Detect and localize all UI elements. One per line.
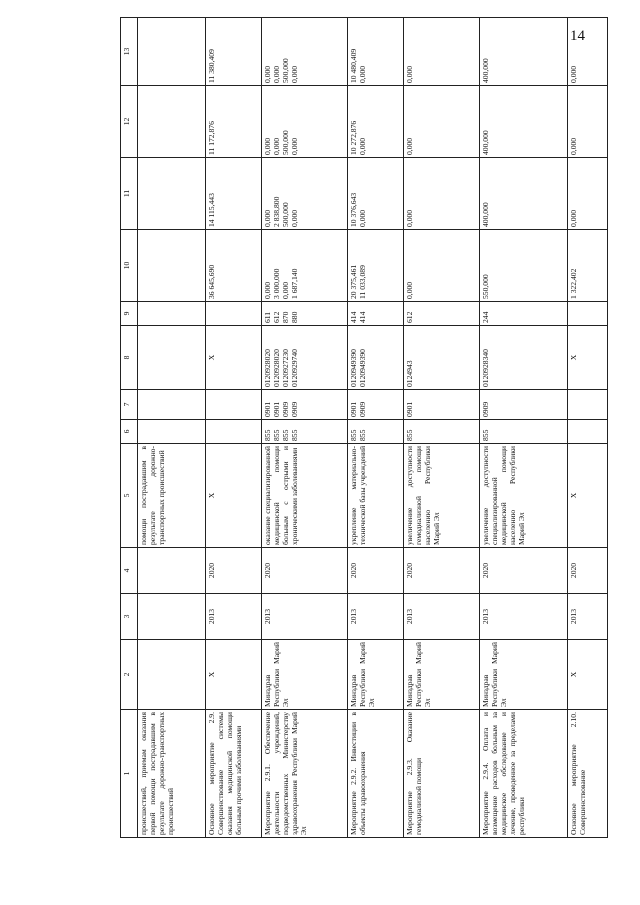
amount-cell: 0,000 [568, 86, 608, 158]
amount-cell: 400,000 [480, 86, 568, 158]
start-year-cell: 2013 [568, 594, 608, 640]
rzpr-cell: 0909 [480, 390, 568, 420]
activity-name-cell: Мероприятие 2.9.2. Инвестиции в объекты здравоохранения [348, 710, 404, 838]
start-year-cell: 2013 [206, 594, 262, 640]
grbs-cell [138, 420, 206, 444]
amount-cell: 0,000 [404, 158, 480, 230]
amount-cell: 11 172,876 [206, 86, 262, 158]
end-year-cell: 2020 [262, 548, 348, 594]
end-year-cell [138, 548, 206, 594]
amount-cell: 0,000 0,000 500,000 0,000 [262, 86, 348, 158]
executor-cell: X [206, 640, 262, 710]
csr-cell: 0120949390 0120949390 [348, 326, 404, 390]
activity-name-cell: происшествий, приемам оказания первой помощи пострадавшим в результате дорожно-транспортных происшествий [138, 710, 206, 838]
rotated-table-container [120, 18, 630, 838]
amount-cell: 20 375,461 11 033,089 [348, 230, 404, 302]
vr-cell: 611 612 870 880 [262, 302, 348, 326]
table-row [138, 18, 206, 838]
csr-cell: 0120928020 0120928020 0120927230 0120929740 [262, 326, 348, 390]
col-header: 11 [121, 158, 138, 230]
vr-cell [206, 302, 262, 326]
csr-cell: X [206, 326, 262, 390]
grbs-cell: 855 [404, 420, 480, 444]
vr-cell: 414 414 [348, 302, 404, 326]
col-header: 2 [121, 640, 138, 710]
amount-cell: 10 376,643 0,000 [348, 158, 404, 230]
executor-cell: Минздрав Республики Марий Эл [262, 640, 348, 710]
activity-name-cell: Мероприятие 2.9.3. Оказание гемодиализной помощи [404, 710, 480, 838]
amount-cell: 36 645,690 [206, 230, 262, 302]
executor-cell: Минздрав Республики Марий Эл [404, 640, 480, 710]
col-header: 8 [121, 326, 138, 390]
amount-cell: 0,000 0,000 500,000 0,000 [262, 18, 348, 86]
executor-cell: X [568, 640, 608, 710]
activity-name-cell: Основное мероприятие 2.9. Совершенствование системы оказания медицинской помощи больным прочими заболеваниями [206, 710, 262, 838]
grbs-cell [568, 420, 608, 444]
col-header: 4 [121, 548, 138, 594]
amount-cell: 400,000 [480, 158, 568, 230]
start-year-cell: 2013 [348, 594, 404, 640]
rzpr-cell: 0901 0901 0909 0909 [262, 390, 348, 420]
col-header: 10 [121, 230, 138, 302]
start-year-cell: 2013 [404, 594, 480, 640]
result-cell: увеличение доступности специализированной медицинской помощи населению Республики Марий Эл [480, 444, 568, 548]
result-cell: X [568, 444, 608, 548]
grbs-cell: 855 [480, 420, 568, 444]
executor-cell: Минздрав Республики Марий Эл [348, 640, 404, 710]
amount-cell: 0,000 [568, 158, 608, 230]
col-header: 12 [121, 86, 138, 158]
grbs-cell: 855 855 [348, 420, 404, 444]
amount-cell [138, 18, 206, 86]
col-header: 13 [121, 18, 138, 86]
result-cell: оказание специализированной медицинской помощи больным с острыми и хроническими заболеваниями [262, 444, 348, 548]
rzpr-cell: 0901 0909 [348, 390, 404, 420]
amount-cell: 10 272,876 0,000 [348, 86, 404, 158]
end-year-cell: 2020 [568, 548, 608, 594]
activity-name-cell: Основное мероприятие 2.10. Совершенствование [568, 710, 608, 838]
rzpr-cell [568, 390, 608, 420]
start-year-cell: 2013 [262, 594, 348, 640]
vr-cell: 244 [480, 302, 568, 326]
grbs-cell [206, 420, 262, 444]
table-row [568, 18, 608, 838]
col-header: 6 [121, 420, 138, 444]
amount-cell: 400,000 [480, 18, 568, 86]
vr-cell: 612 [404, 302, 480, 326]
result-cell: увеличение доступности гемодиализной помощи населению Республики Марий Эл [404, 444, 480, 548]
amount-cell: 0,000 [404, 86, 480, 158]
end-year-cell: 2020 [206, 548, 262, 594]
rzpr-cell: 0901 [404, 390, 480, 420]
vr-cell [568, 302, 608, 326]
executor-cell [138, 640, 206, 710]
result-cell: X [206, 444, 262, 548]
start-year-cell [138, 594, 206, 640]
amount-cell: 10 480,409 0,000 [348, 18, 404, 86]
col-header: 9 [121, 302, 138, 326]
grbs-cell: 855 855 855 855 [262, 420, 348, 444]
amount-cell: 550,000 [480, 230, 568, 302]
amount-cell: 11 380,409 [206, 18, 262, 86]
end-year-cell: 2020 [480, 548, 568, 594]
csr-cell [138, 326, 206, 390]
amount-cell [138, 86, 206, 158]
amount-cell: 0,000 3 000,000 0,000 1 687,140 [262, 230, 348, 302]
vr-cell [138, 302, 206, 326]
table-row [348, 18, 404, 838]
table-row [262, 18, 348, 838]
amount-cell: 0,000 [404, 18, 480, 86]
rzpr-cell [206, 390, 262, 420]
col-header: 7 [121, 390, 138, 420]
csr-cell: X [568, 326, 608, 390]
executor-cell: Минздрав Республики Марий Эл [480, 640, 568, 710]
amount-cell: 0,000 2 838,800 500,000 0,000 [262, 158, 348, 230]
amount-cell [138, 158, 206, 230]
table-row [480, 18, 568, 838]
header-row [121, 18, 138, 838]
page-number: 14 [570, 28, 585, 44]
amount-cell: 0,000 [568, 18, 608, 86]
csr-cell: 0120928340 [480, 326, 568, 390]
budget-table [120, 17, 608, 838]
amount-cell: 1 322,402 [568, 230, 608, 302]
col-header: 1 [121, 710, 138, 838]
rzpr-cell [138, 390, 206, 420]
table-row [206, 18, 262, 838]
start-year-cell: 2013 [480, 594, 568, 640]
activity-name-cell: Мероприятие 2.9.4. Оплата и возмещение расходов больным за медицинское обследование и лечение, проведенное за пределами республики [480, 710, 568, 838]
csr-cell: 0124943 [404, 326, 480, 390]
col-header: 5 [121, 444, 138, 548]
table-row [404, 18, 480, 838]
result-cell: укрепление материально-технической базы учреждений [348, 444, 404, 548]
end-year-cell: 2020 [404, 548, 480, 594]
end-year-cell: 2020 [348, 548, 404, 594]
amount-cell [138, 230, 206, 302]
result-cell: помощи пострадавшим в результате дорожно-транспортных происшествий [138, 444, 206, 548]
amount-cell: 0,000 [404, 230, 480, 302]
col-header: 3 [121, 594, 138, 640]
amount-cell: 14 115,443 [206, 158, 262, 230]
activity-name-cell: Мероприятие 2.9.1. Обеспечение деятельности учреждений, подведомственных Министерству здравоохранения Республики Марий Эл [262, 710, 348, 838]
